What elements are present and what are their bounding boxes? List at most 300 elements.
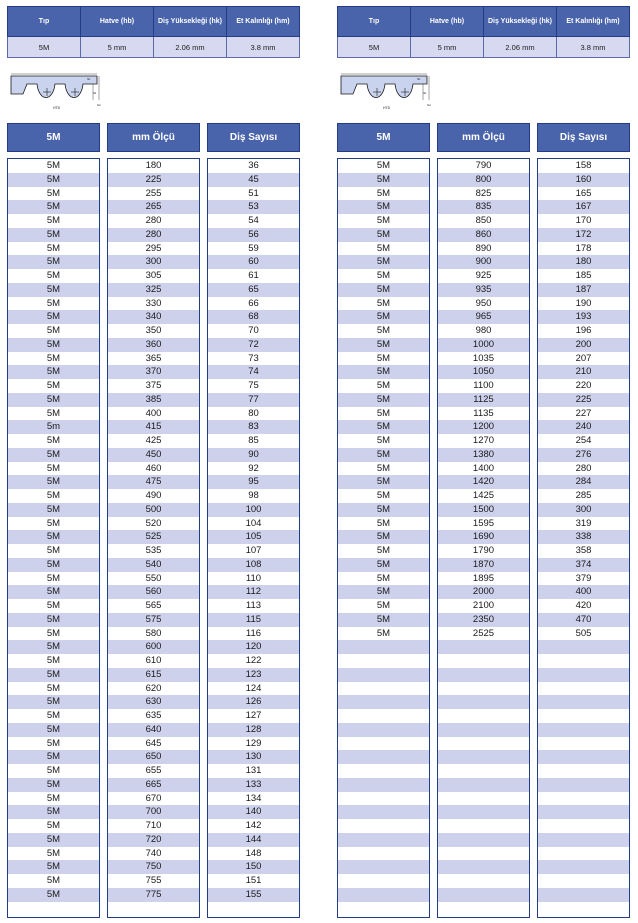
empty-row: [438, 709, 529, 723]
table-cell: 400: [538, 585, 629, 599]
table-cell: 100: [208, 503, 299, 517]
table-cell: 5M: [376, 407, 391, 419]
table-cell: 330: [145, 297, 162, 309]
table-cell: 5M: [376, 627, 391, 639]
table-cell: 5M: [46, 820, 61, 831]
empty-row: [438, 764, 529, 778]
table-cell: 1425: [472, 490, 495, 501]
table-cell: 225: [108, 173, 199, 187]
table-cell: 5M: [46, 517, 61, 529]
right-col-length-body: [437, 158, 530, 918]
table-cell: 165: [575, 187, 592, 199]
empty-row: [438, 682, 529, 696]
table-cell: 2350: [438, 613, 529, 627]
table-cell: 575: [108, 613, 199, 627]
empty-row: [438, 833, 529, 847]
table-cell: 490: [145, 490, 162, 501]
empty-row: [338, 750, 429, 764]
table-cell: 5M: [8, 778, 99, 792]
table-cell: 635: [145, 710, 162, 721]
diagram-label-hk: hk: [93, 91, 97, 95]
empty-row: [538, 750, 629, 764]
empty-row: [538, 860, 629, 874]
empty-row: [338, 723, 429, 737]
table-cell: 59: [248, 242, 259, 254]
table-cell: 5M: [376, 297, 391, 309]
empty-row: [438, 750, 529, 764]
table-cell: 305: [145, 270, 162, 281]
empty-row: [538, 682, 629, 696]
table-cell: 370: [108, 365, 199, 379]
table-cell: 160: [538, 173, 629, 187]
empty-row: [538, 668, 629, 682]
table-cell: 5M: [376, 435, 391, 446]
table-cell: 115: [208, 613, 299, 627]
empty-row: [438, 888, 529, 902]
diagram-label-htd: HTD: [383, 106, 391, 110]
table-cell: 5M: [46, 462, 61, 474]
spec-value-tooth-height: 2.06 mm: [484, 37, 557, 58]
empty-row: [338, 860, 429, 874]
table-cell: 45: [208, 173, 299, 187]
empty-row: [538, 695, 629, 709]
table-cell: 338: [538, 530, 629, 544]
diagram-label-hk: hk: [423, 91, 427, 95]
table-cell: 5M: [338, 173, 429, 187]
table-cell: 5M: [338, 558, 429, 572]
table-cell: 5M: [338, 475, 429, 489]
table-cell: 280: [145, 215, 162, 226]
spec-value-thickness: 3.8 mm: [227, 37, 300, 58]
table-cell: 5M: [46, 270, 61, 281]
table-cell: 980: [475, 325, 492, 336]
spec-value-pitch: 5 mm: [411, 37, 484, 58]
empty-row: [538, 723, 629, 737]
left-col-length-header: mm Ölçü: [107, 123, 200, 152]
table-cell: 5M: [376, 352, 391, 364]
table-cell: 295: [145, 242, 162, 254]
table-cell: 210: [538, 365, 629, 379]
table-cell: 700: [108, 805, 199, 819]
table-cell: 800: [438, 173, 529, 187]
table-cell: 500: [108, 503, 199, 517]
table-cell: 925: [475, 270, 492, 281]
spec-value-thickness: 3.8 mm: [557, 37, 630, 58]
table-cell: 5M: [376, 325, 391, 336]
table-cell: 193: [538, 310, 629, 324]
empty-row: [338, 778, 429, 792]
table-cell: 5M: [376, 160, 391, 171]
table-cell: 127: [245, 710, 262, 721]
table-cell: 5M: [46, 380, 61, 391]
table-cell: 2000: [438, 585, 529, 599]
table-cell: 120: [208, 640, 299, 654]
table-cell: 5M: [46, 792, 61, 804]
table-cell: 126: [208, 695, 299, 709]
empty-row: [538, 792, 629, 806]
table-cell: 5M: [46, 765, 61, 776]
table-cell: 85: [248, 435, 259, 446]
empty-row: [538, 888, 629, 902]
table-cell: 54: [248, 215, 259, 226]
table-cell: 107: [245, 545, 262, 556]
table-cell: 66: [248, 297, 259, 309]
table-cell: 5M: [376, 380, 391, 391]
table-cell: 5M: [8, 448, 99, 462]
table-cell: 133: [208, 778, 299, 792]
table-cell: 5M: [338, 613, 429, 627]
table-cell: 5M: [46, 627, 61, 639]
empty-row: [338, 792, 429, 806]
table-cell: 710: [145, 820, 162, 831]
table-cell: 645: [145, 737, 162, 749]
table-cell: 1895: [472, 572, 495, 584]
empty-row: [338, 833, 429, 847]
table-cell: 124: [245, 682, 262, 694]
empty-row: [438, 668, 529, 682]
table-cell: 190: [575, 297, 592, 309]
table-cell: 200: [538, 338, 629, 352]
empty-row: [208, 902, 299, 916]
table-cell: 129: [245, 737, 262, 749]
empty-row: [338, 668, 429, 682]
diagram-label-hm: hm: [427, 103, 431, 107]
table-cell: 1125: [438, 393, 529, 407]
table-cell: 319: [575, 517, 592, 529]
table-cell: 1135: [473, 407, 494, 419]
empty-row: [338, 640, 429, 654]
table-cell: 505: [575, 627, 592, 639]
empty-row: [538, 833, 629, 847]
table-cell: 220: [575, 380, 592, 391]
empty-row: [338, 764, 429, 778]
table-cell: 720: [108, 833, 199, 847]
diagram-label-hb: hb: [417, 77, 421, 81]
table-cell: 550: [145, 572, 162, 584]
table-cell: 5M: [46, 682, 61, 694]
table-cell: 900: [438, 255, 529, 269]
table-cell: 73: [248, 352, 259, 364]
table-cell: 148: [245, 847, 262, 859]
table-cell: 835: [438, 200, 529, 214]
empty-row: [538, 709, 629, 723]
table-cell: 75: [248, 380, 259, 391]
table-cell: 5M: [8, 228, 99, 242]
table-cell: 640: [108, 723, 199, 737]
table-cell: 5M: [46, 490, 61, 501]
table-cell: 172: [538, 228, 629, 242]
table-cell: 280: [575, 462, 592, 474]
table-cell: 70: [248, 325, 259, 336]
table-cell: 5M: [338, 255, 429, 269]
table-cell: 123: [208, 668, 299, 682]
empty-row: [438, 819, 529, 833]
table-cell: 740: [145, 847, 162, 859]
left-col-type-body: [7, 158, 100, 918]
table-cell: 580: [145, 627, 162, 639]
table-cell: 965: [438, 310, 529, 324]
table-cell: 5M: [8, 255, 99, 269]
table-cell: 65: [208, 283, 299, 297]
table-cell: 104: [245, 517, 262, 529]
table-cell: 158: [575, 160, 592, 171]
table-cell: 131: [245, 765, 262, 776]
table-cell: 5M: [338, 530, 429, 544]
table-cell: 284: [538, 475, 629, 489]
spec-header-thickness: Et Kalınlığı (hm): [557, 7, 630, 37]
table-cell: 5M: [376, 462, 391, 474]
table-cell: 1050: [438, 365, 529, 379]
table-cell: 5M: [46, 572, 61, 584]
spec-value-tooth-height: 2.06 mm: [154, 37, 227, 58]
table-cell: 470: [538, 613, 629, 627]
table-cell: 520: [145, 517, 162, 529]
table-cell: 2525: [472, 627, 495, 639]
table-cell: 130: [208, 750, 299, 764]
table-cell: 5M: [8, 833, 99, 847]
table-cell: 5M: [8, 173, 99, 187]
table-cell: 300: [538, 503, 629, 517]
empty-row: [8, 902, 99, 916]
table-cell: 5M: [8, 393, 99, 407]
table-cell: 5M: [338, 365, 429, 379]
table-cell: 155: [208, 888, 299, 902]
empty-row: [538, 764, 629, 778]
table-cell: 74: [208, 365, 299, 379]
table-cell: 5M: [376, 242, 391, 254]
empty-row: [438, 792, 529, 806]
table-cell: 655: [145, 765, 162, 776]
table-cell: 5M: [46, 242, 61, 254]
empty-row: [338, 902, 429, 916]
table-cell: 5M: [376, 187, 391, 199]
table-cell: 350: [145, 325, 162, 336]
spec-header-type: Tıp: [8, 7, 81, 37]
table-cell: 1400: [472, 462, 495, 474]
table-cell: 151: [245, 875, 262, 886]
table-cell: 1380: [438, 448, 529, 462]
empty-row: [438, 654, 529, 668]
table-cell: 1100: [473, 380, 494, 391]
table-cell: 5M: [8, 805, 99, 819]
table-cell: 140: [208, 805, 299, 819]
table-cell: 374: [538, 558, 629, 572]
table-cell: 110: [245, 572, 262, 584]
table-cell: 227: [575, 407, 592, 419]
right-col-length-header: mm Ölçü: [437, 123, 530, 152]
table-cell: 5m: [8, 420, 99, 434]
table-cell: 1035: [472, 352, 495, 364]
empty-row: [338, 737, 429, 751]
table-cell: 5M: [8, 530, 99, 544]
spec-value-type: 5M: [8, 37, 81, 58]
empty-row: [438, 860, 529, 874]
table-cell: 5M: [8, 338, 99, 352]
table-cell: 300: [108, 255, 199, 269]
empty-row: [338, 888, 429, 902]
table-cell: 1870: [438, 558, 529, 572]
table-cell: 60: [208, 255, 299, 269]
table-cell: 5M: [338, 585, 429, 599]
table-cell: 5M: [46, 737, 61, 749]
table-cell: 5M: [46, 297, 61, 309]
right-col-teeth-body: [537, 158, 630, 918]
empty-row: [538, 778, 629, 792]
table-cell: 2100: [472, 600, 495, 611]
table-cell: 5M: [46, 847, 61, 859]
table-cell: 1790: [472, 545, 495, 556]
table-cell: 92: [248, 462, 259, 474]
left-col-length-body: [107, 158, 200, 918]
empty-row: [438, 778, 529, 792]
empty-row: [338, 682, 429, 696]
table-cell: 650: [108, 750, 199, 764]
table-cell: 670: [145, 792, 162, 804]
table-cell: 890: [475, 242, 492, 254]
table-cell: 196: [575, 325, 592, 336]
empty-row: [338, 805, 429, 819]
table-cell: 61: [248, 270, 259, 281]
table-cell: 5M: [8, 888, 99, 902]
empty-row: [338, 709, 429, 723]
table-cell: 535: [145, 545, 162, 556]
table-cell: 1270: [472, 435, 495, 446]
table-cell: 340: [108, 310, 199, 324]
table-cell: 1690: [438, 530, 529, 544]
table-cell: 68: [208, 310, 299, 324]
empty-row: [538, 737, 629, 751]
table-cell: 5M: [46, 655, 61, 666]
table-cell: 5M: [338, 228, 429, 242]
empty-row: [338, 695, 429, 709]
table-cell: 5M: [8, 365, 99, 379]
table-cell: 5M: [8, 310, 99, 324]
table-cell: 365: [145, 352, 162, 364]
table-cell: 180: [538, 255, 629, 269]
table-cell: 5M: [46, 325, 61, 336]
table-cell: 180: [145, 160, 162, 171]
table-cell: 53: [208, 200, 299, 214]
table-cell: 935: [438, 283, 529, 297]
table-cell: 600: [108, 640, 199, 654]
table-cell: 610: [145, 655, 162, 666]
empty-row: [538, 640, 629, 654]
table-cell: 170: [575, 215, 592, 226]
table-cell: 5M: [376, 545, 391, 556]
table-cell: 80: [248, 407, 259, 419]
spec-header-tooth-height: Diş Yüksekleği (hk): [154, 7, 227, 37]
table-cell: 5M: [8, 585, 99, 599]
table-cell: 5M: [338, 420, 429, 434]
table-cell: 77: [208, 393, 299, 407]
table-cell: 665: [108, 778, 199, 792]
table-cell: 255: [145, 187, 162, 199]
empty-row: [538, 874, 629, 888]
empty-row: [438, 723, 529, 737]
table-cell: 750: [108, 860, 199, 874]
table-cell: 379: [575, 572, 592, 584]
table-cell: 285: [575, 490, 592, 501]
diagram-label-hm: hm: [97, 103, 101, 107]
empty-row: [438, 847, 529, 861]
table-cell: 5M: [338, 200, 429, 214]
table-cell: 5M: [46, 600, 61, 611]
table-cell: 144: [208, 833, 299, 847]
table-cell: 280: [108, 228, 199, 242]
table-cell: 5M: [46, 352, 61, 364]
table-cell: 95: [208, 475, 299, 489]
spec-header-thickness: Et Kalınlığı (hm): [227, 7, 300, 37]
spec-header-pitch: Hatve (hb): [81, 7, 154, 37]
table-cell: 108: [208, 558, 299, 572]
table-cell: 5M: [46, 545, 61, 556]
table-cell: 615: [108, 668, 199, 682]
table-cell: 5M: [338, 503, 429, 517]
table-cell: 72: [208, 338, 299, 352]
table-cell: 5M: [46, 435, 61, 446]
table-cell: 5M: [46, 215, 61, 226]
table-cell: 5M: [8, 283, 99, 297]
table-cell: 36: [248, 160, 259, 171]
table-cell: 187: [538, 283, 629, 297]
table-cell: 5M: [338, 338, 429, 352]
empty-row: [438, 874, 529, 888]
empty-row: [538, 654, 629, 668]
table-cell: 1500: [438, 503, 529, 517]
table-cell: 51: [248, 187, 259, 199]
table-cell: 5M: [8, 750, 99, 764]
table-cell: 5M: [376, 600, 391, 611]
table-cell: 276: [538, 448, 629, 462]
table-cell: 850: [475, 215, 492, 226]
table-cell: 113: [245, 600, 262, 611]
table-cell: 420: [575, 600, 592, 611]
table-cell: 265: [108, 200, 199, 214]
table-cell: 167: [538, 200, 629, 214]
table-cell: 5M: [8, 558, 99, 572]
table-cell: 540: [108, 558, 199, 572]
table-cell: 112: [208, 585, 299, 599]
spec-table-left: [7, 6, 300, 58]
empty-row: [338, 819, 429, 833]
table-cell: 98: [248, 490, 259, 501]
table-cell: 5M: [8, 475, 99, 489]
table-cell: 83: [208, 420, 299, 434]
table-cell: 358: [575, 545, 592, 556]
table-cell: 5M: [8, 668, 99, 682]
right-col-type-body: [337, 158, 430, 918]
table-cell: 825: [475, 187, 492, 199]
table-cell: 5M: [46, 875, 61, 886]
table-cell: 116: [245, 627, 262, 639]
table-cell: 5M: [8, 503, 99, 517]
left-col-type-header: 5M: [7, 123, 100, 152]
table-cell: 178: [575, 242, 592, 254]
left-col-teeth-header: Diş Sayısı: [207, 123, 300, 152]
table-cell: 142: [245, 820, 262, 831]
table-cell: 400: [145, 407, 162, 419]
table-cell: 185: [575, 270, 592, 281]
table-cell: 415: [108, 420, 199, 434]
table-cell: 525: [108, 530, 199, 544]
right-col-teeth-header: Diş Sayısı: [537, 123, 630, 152]
table-cell: 128: [208, 723, 299, 737]
spec-header-pitch: Hatve (hb): [411, 7, 484, 37]
table-cell: 5M: [338, 283, 429, 297]
empty-row: [438, 737, 529, 751]
table-cell: 5M: [376, 517, 391, 529]
table-cell: 5M: [376, 270, 391, 281]
